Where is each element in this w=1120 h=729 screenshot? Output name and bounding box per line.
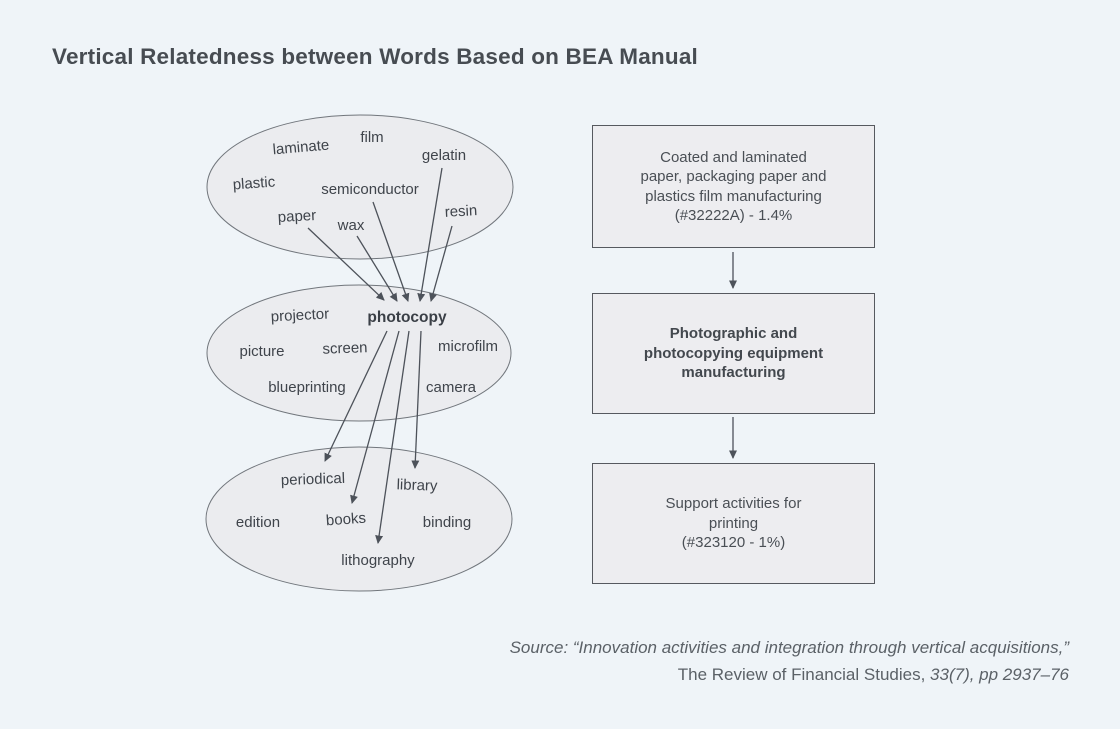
word-laminate: laminate <box>271 136 330 159</box>
word-wax: wax <box>337 216 365 234</box>
figure-title: Vertical Relatedness between Words Based on BEA Manual <box>52 44 698 69</box>
flow-box-line: photocopying equipment <box>643 344 824 362</box>
word-semiconductor: semiconductor <box>321 180 419 198</box>
source-volume-pages: 33(7), pp 2937–76 <box>930 665 1069 684</box>
word-books: books <box>325 509 367 530</box>
word-paper: paper <box>277 206 317 226</box>
flow-box-line: Photographic and <box>669 325 798 343</box>
flow-box-line: (#32222A) - 1.4% <box>674 207 793 224</box>
word-photocopy: photocopy <box>367 309 447 327</box>
source-journal-name: The Review of Financial Studies, <box>677 665 931 684</box>
word-library: library <box>396 476 438 495</box>
word-edition: edition <box>235 513 281 531</box>
word-periodical: periodical <box>280 469 346 490</box>
flow-box-line: Coated and laminated <box>660 148 807 166</box>
flow-box-line: printing <box>708 514 759 532</box>
word-lithography: lithography <box>341 551 415 569</box>
source-citation-line2 <box>510 661 1069 688</box>
word-blueprinting: blueprinting <box>268 378 346 396</box>
word-binding: binding <box>422 513 472 531</box>
flow-box-photographic-equipment <box>592 293 875 414</box>
word-resin: resin <box>444 202 478 221</box>
source-citation <box>510 634 1069 688</box>
flow-box-line: paper, packaging paper and <box>640 168 827 185</box>
source-citation-line1: Source: “Innovation activities and integration through vertical acquisitions,” <box>509 638 1069 657</box>
word-projector: projector <box>270 305 330 326</box>
word-picture: picture <box>239 342 285 360</box>
word-camera: camera <box>425 378 477 396</box>
word-microfilm: microfilm <box>438 337 498 355</box>
word-film: film <box>360 128 384 146</box>
word-gelatin: gelatin <box>421 146 467 164</box>
flow-box-coated-laminated-paper <box>592 125 875 248</box>
word-screen: screen <box>322 339 368 358</box>
word-plastic: plastic <box>232 173 276 194</box>
flow-box-support-printing <box>592 463 875 584</box>
flow-box-line: plastics film manufacturing <box>645 187 822 205</box>
flow-box-line: (#323120 - 1%) <box>681 534 786 552</box>
flow-box-line: Support activities for <box>665 495 802 513</box>
flow-box-line: manufacturing <box>681 364 786 382</box>
